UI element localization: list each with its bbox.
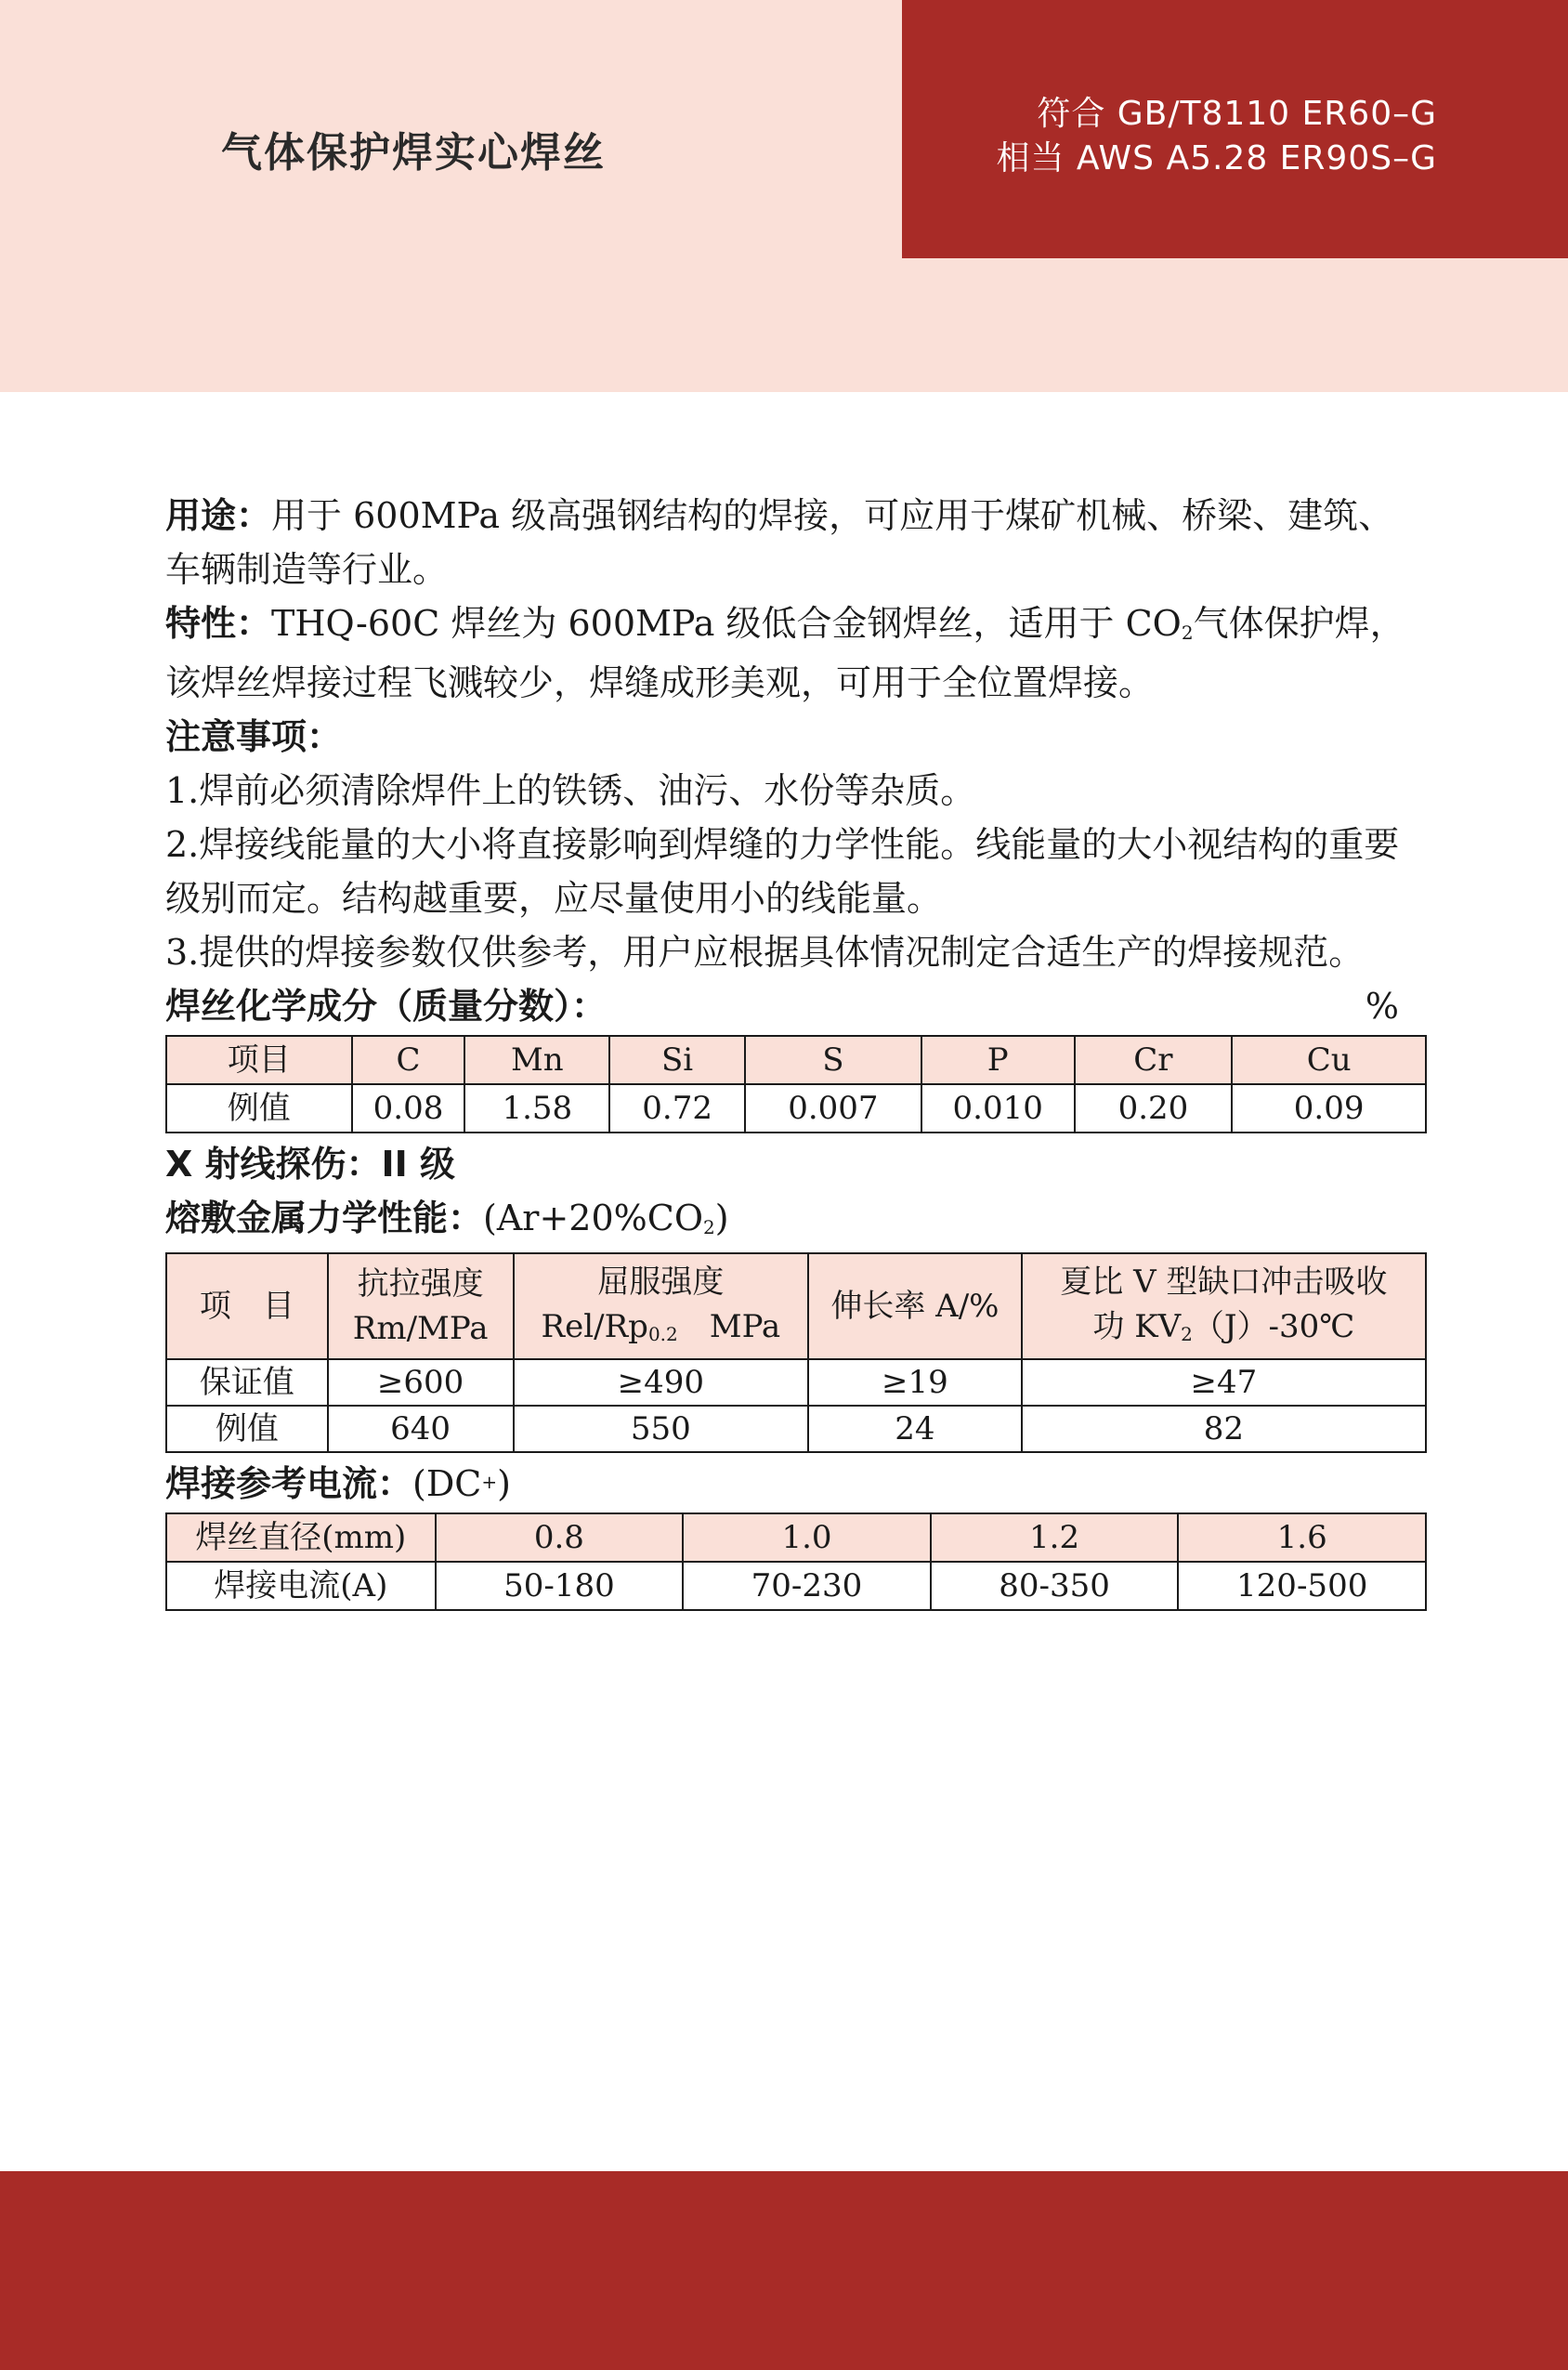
mechanical-suffix-sub: 2 bbox=[702, 1216, 715, 1238]
features-paragraph bbox=[165, 596, 1427, 710]
mechanical-suffix-b: ) bbox=[714, 1198, 729, 1238]
row-label: 例值 bbox=[166, 1406, 328, 1452]
table-cell: 1.2 bbox=[931, 1513, 1179, 1562]
header-cell: 项目 bbox=[166, 1036, 352, 1084]
table-cell: 70-230 bbox=[683, 1562, 931, 1610]
table-header-row bbox=[166, 1253, 1426, 1359]
table-cell: 0.20 bbox=[1075, 1084, 1233, 1133]
header-cell-elongation: 伸长率 A/% bbox=[808, 1253, 1022, 1359]
page-title: 气体保护焊实心焊丝 bbox=[221, 129, 606, 177]
table-cell: 0.010 bbox=[921, 1084, 1075, 1133]
mechanical-title: 熔敷金属力学性能： bbox=[165, 1198, 484, 1238]
table-cell: 0.09 bbox=[1232, 1084, 1426, 1133]
usage-paragraph bbox=[165, 489, 1427, 596]
table-cell: 24 bbox=[808, 1406, 1022, 1452]
header-cell-impact bbox=[1022, 1253, 1426, 1359]
chemical-table bbox=[165, 1035, 1427, 1133]
table-cell: 80-350 bbox=[931, 1562, 1179, 1610]
current-suffix-a: (DC bbox=[412, 1463, 482, 1504]
header-cell: P bbox=[921, 1036, 1075, 1084]
impact-unit-a: 功 KV bbox=[1092, 1308, 1182, 1345]
note-item-1: 1.焊前必须清除焊件上的铁锈、油污、水份等杂质。 bbox=[165, 770, 976, 811]
table-row bbox=[166, 1359, 1426, 1406]
usage-label: 用途： bbox=[165, 495, 272, 536]
yield-label: 屈服强度 bbox=[597, 1264, 725, 1301]
table-cell: 120-500 bbox=[1178, 1562, 1426, 1610]
table-row bbox=[166, 1406, 1426, 1452]
table-header-row bbox=[166, 1513, 1426, 1562]
footer-band bbox=[0, 2171, 1568, 2370]
header-cell-tensile bbox=[328, 1253, 514, 1359]
chemical-title-row bbox=[165, 979, 1427, 1033]
features-text-b: 气体保护焊，该焊丝焊接过程飞溅较少，焊缝成形美观，可用于全位置焊接。 bbox=[165, 603, 1405, 703]
table-cell: 640 bbox=[328, 1406, 514, 1452]
current-title-row bbox=[165, 1457, 1427, 1511]
table-cell: 0.007 bbox=[745, 1084, 921, 1133]
impact-unit-sub: 2 bbox=[1181, 1323, 1193, 1345]
table-header-row bbox=[166, 1036, 1426, 1084]
table-cell: ≥490 bbox=[514, 1359, 809, 1406]
header-cell: S bbox=[745, 1036, 921, 1084]
table-cell: 50-180 bbox=[436, 1562, 684, 1610]
header-cell-item: 项 目 bbox=[166, 1253, 328, 1359]
impact-label: 夏比 V 型缺口冲击吸收 bbox=[1060, 1264, 1388, 1301]
content bbox=[165, 489, 1427, 1615]
mechanical-table bbox=[165, 1252, 1427, 1453]
row-label: 例值 bbox=[166, 1084, 352, 1133]
table-cell: 1.0 bbox=[683, 1513, 931, 1562]
tensile-label: 抗拉强度 bbox=[357, 1265, 484, 1303]
yield-unit-sub: 0.2 bbox=[647, 1323, 678, 1345]
table-cell: 550 bbox=[514, 1406, 809, 1452]
header-cell: Cu bbox=[1232, 1036, 1426, 1084]
current-table bbox=[165, 1512, 1427, 1611]
standard-line-aws: 相当 AWS A5.28 ER90S–G bbox=[996, 139, 1437, 177]
mechanical-suffix-a: (Ar+20%CO bbox=[483, 1198, 703, 1238]
chemical-title: 焊丝化学成分（质量分数）： bbox=[165, 986, 608, 1027]
features-sub: 2 bbox=[1181, 622, 1194, 644]
note-item-3: 3.提供的焊接参数仅供参考，用户应根据具体情况制定合适生产的焊接规范。 bbox=[165, 932, 1365, 973]
header-cell: Mn bbox=[464, 1036, 609, 1084]
xray-line: X 射线探伤：II 级 bbox=[165, 1144, 456, 1185]
table-cell: ≥19 bbox=[808, 1359, 1022, 1406]
table-cell: 82 bbox=[1022, 1406, 1426, 1452]
table-cell: 0.08 bbox=[352, 1084, 465, 1133]
impact-unit-b: （J）-30℃ bbox=[1192, 1308, 1355, 1345]
header-cell: Cr bbox=[1075, 1036, 1233, 1084]
usage-text: 用于 600MPa 级高强钢结构的焊接，可应用于煤矿机械、桥梁、建筑、车辆制造等行业。 bbox=[165, 495, 1394, 590]
row-label: 焊丝直径(mm) bbox=[166, 1513, 436, 1562]
tensile-unit: Rm/MPa bbox=[352, 1310, 489, 1347]
header-cell-yield bbox=[514, 1253, 809, 1359]
notes-title: 注意事项： bbox=[165, 716, 343, 757]
current-suffix-b: ) bbox=[497, 1463, 511, 1504]
standard-box bbox=[902, 0, 1568, 258]
table-cell: ≥47 bbox=[1022, 1359, 1426, 1406]
table-cell: 0.8 bbox=[436, 1513, 684, 1562]
note-item-2: 2.焊接线能量的大小将直接影响到焊缝的力学性能。线能量的大小视结构的重要级别而定。结构越重要，应尽量使用小的线能量。 bbox=[165, 824, 1400, 919]
table-cell: 0.72 bbox=[609, 1084, 745, 1133]
row-label: 保证值 bbox=[166, 1359, 328, 1406]
chemical-unit: % bbox=[1365, 986, 1399, 1027]
features-text-a: THQ-60C 焊丝为 600MPa 级低合金钢焊丝，适用于 CO bbox=[271, 603, 1182, 644]
header-cell: C bbox=[352, 1036, 465, 1084]
table-cell: 1.58 bbox=[464, 1084, 609, 1133]
mechanical-title-row bbox=[165, 1191, 1427, 1250]
features-label: 特性： bbox=[165, 603, 272, 644]
row-label: 焊接电流(A) bbox=[166, 1562, 436, 1610]
header-cell: Si bbox=[609, 1036, 745, 1084]
yield-unit-b: MPa bbox=[677, 1308, 781, 1345]
table-row bbox=[166, 1084, 1426, 1133]
yield-unit-a: Rel/Rp bbox=[541, 1308, 648, 1345]
standard-line-gb: 符合 GB/T8110 ER60–G bbox=[1037, 95, 1437, 133]
current-suffix-sup: + bbox=[481, 1471, 498, 1493]
current-title: 焊接参考电流： bbox=[165, 1463, 413, 1504]
table-cell: ≥600 bbox=[328, 1359, 514, 1406]
table-cell: 1.6 bbox=[1178, 1513, 1426, 1562]
table-row bbox=[166, 1562, 1426, 1610]
